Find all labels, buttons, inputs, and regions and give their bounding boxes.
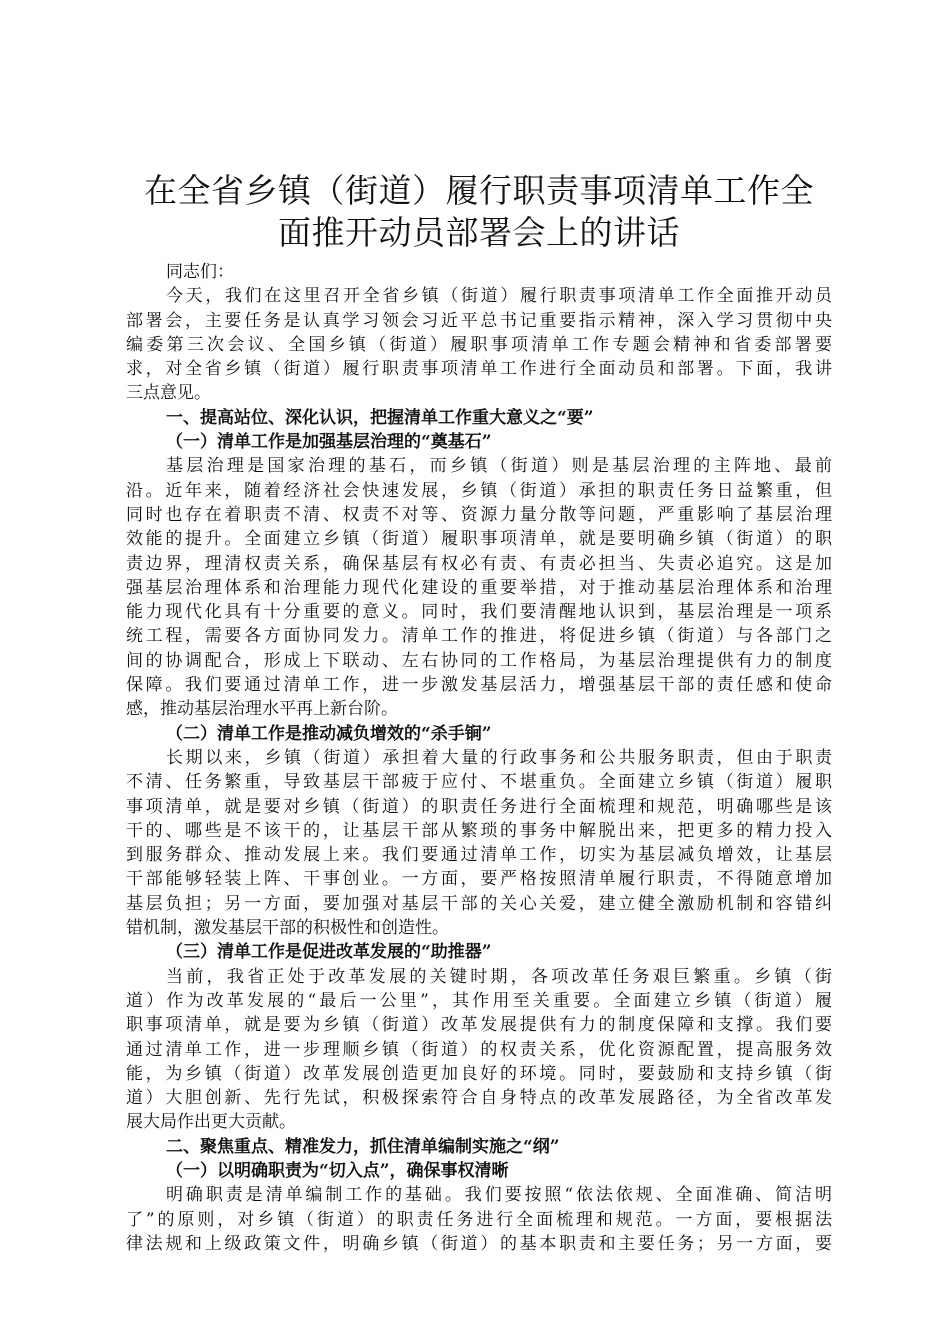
subsection-heading: （二）清单工作是推动减负增效的“杀手锏” (166, 723, 492, 744)
body-paragraph (126, 1183, 832, 1256)
paragraph-line: 效能的提升。全面建立乡镇（街道）履职事项清单，就是要明确乡镇（街道）的职 (126, 529, 832, 550)
paragraph-line: 同时也存在着职责不清、权责不对等、资源力量分散等问题，严重影响了基层治理 (126, 504, 832, 525)
paragraph-line: 求，对全省乡镇（街道）履行职责事项清单工作进行全面动员和部署。下面，我讲 (126, 359, 832, 380)
subsection-heading: （一）清单工作是加强基层治理的“奠基石” (166, 432, 492, 453)
paragraph-line: 律法规和上级政策文件，明确乡镇（街道）的基本职责和主要任务；另一方面，要 (126, 1233, 832, 1254)
paragraph-line: 沿。近年来，随着经济社会快速发展，乡镇（街道）承担的职责任务日益繁重，但 (126, 480, 832, 501)
paragraph-line: 展大局作出更大贡献。 (126, 1112, 296, 1133)
paragraph-line: 道）大胆创新、先行先试，积极探索符合自身特点的改革发展路径，为全省改革发 (126, 1088, 832, 1109)
paragraph-line: 错机制，激发基层干部的积极性和创造性。 (126, 918, 449, 939)
document-page (126, 170, 832, 1256)
paragraph-line: 干的、哪些是不该干的，让基层干部从繁琐的事务中解脱出来，把更多的精力投入 (126, 820, 832, 841)
paragraph-line: 能力现代化具有十分重要的意义。同时，我们要清醒地认识到，基层治理是一项系 (126, 602, 832, 623)
paragraph-line: 今天，我们在这里召开全省乡镇（街道）履行职责事项清单工作全面推开动员 (166, 286, 832, 307)
paragraph-line: 统工程，需要各方面协同发力。清单工作的推进，将促进乡镇（街道）与各部门之 (126, 626, 832, 647)
paragraph-line: 长期以来，乡镇（街道）承担着大量的行政事务和公共服务职责，但由于职责 (166, 747, 832, 768)
paragraph-line: 间的协调配合，形成上下联动、左右协同的工作格局，为基层治理提供有力的制度 (126, 650, 832, 671)
salutation: 同志们： (166, 262, 234, 282)
paragraph-line: 职事项清单，就是要为乡镇（街道）改革发展提供有力的制度保障和支撑。我们要 (126, 1015, 832, 1036)
paragraph-line: 了”的原则，对乡镇（街道）的职责任务进行全面梳理和规范。一方面，要根据法 (126, 1209, 832, 1230)
subsection-heading: （一）以明确职责为“切入点”，确保事权清晰 (166, 1160, 509, 1181)
paragraph-line: 通过清单工作，进一步理顺乡镇（街道）的权责关系，优化资源配置，提高服务效 (126, 1039, 832, 1060)
paragraph-line: 到服务群众、推动发展上来。我们要通过清单工作，切实为基层减负增效，让基层 (126, 845, 832, 866)
section-heading: 二、聚焦重点、精准发力，抓住清单编制实施之“纲” (166, 1136, 560, 1157)
subsection-heading: （三）清单工作是促进改革发展的“助推器” (166, 942, 492, 963)
paragraph-line: 当前，我省正处于改革发展的关键时期，各项改革任务艰巨繁重。乡镇（街 (166, 966, 832, 987)
paragraph-line: 编委第三次会议、全国乡镇（街道）履职事项清单工作专题会精神和省委部署要 (126, 334, 832, 355)
title-line-1: 在全省乡镇（街道）履行职责事项清单工作全 (144, 171, 814, 210)
paragraph-line: 基层负担；另一方面，要加强对基层干部的关心关爱，建立健全激励机制和容错纠 (126, 893, 832, 914)
body-paragraph (126, 965, 832, 1135)
paragraph-line: 强基层治理体系和治理能力现代化建设的重要举措，对于推动基层治理体系和治理 (126, 577, 832, 598)
body-paragraph (126, 454, 832, 721)
paragraph-line: 不清、任务繁重，导致基层干部疲于应付、不堪重负。全面建立乡镇（街道）履职 (126, 772, 832, 793)
paragraph-line: 感，推动基层治理水平再上新台阶。 (126, 699, 398, 720)
title-line-2: 面推开动员部署会上的讲话 (278, 213, 680, 252)
paragraph-line: 保障。我们要通过清单工作，进一步激发基层活力，增强基层干部的责任感和使命 (126, 675, 832, 696)
body-paragraph (126, 746, 832, 940)
paragraph-line: 道）作为改革发展的“最后一公里”，其作用至关重要。全面建立乡镇（街道）履 (126, 990, 832, 1011)
document-title (118, 170, 840, 254)
paragraph-line: 明确职责是清单编制工作的基础。我们要按照“依法依规、全面准确、简洁明 (166, 1185, 832, 1206)
section-heading: 一、提高站位、深化认识，把握清单工作重大意义之“要” (166, 407, 594, 428)
paragraph-line: 三点意见。 (126, 383, 211, 404)
paragraph-line: 责边界，理清权责关系，确保基层有权必有责、有责必担当、失责必追究。这是加 (126, 553, 832, 574)
paragraph-line: 能，为乡镇（街道）改革发展创造更加良好的环境。同时，要鼓励和支持乡镇（街 (126, 1063, 832, 1084)
paragraph-line: 干部能够轻装上阵、干事创业。一方面，要严格按照清单履行职责，不得随意增加 (126, 869, 832, 890)
paragraph-line: 基层治理是国家治理的基石，而乡镇（街道）则是基层治理的主阵地、最前 (166, 456, 832, 477)
intro-paragraph (126, 284, 832, 405)
paragraph-line: 部署会，主要任务是认真学习领会习近平总书记重要指示精神，深入学习贯彻中央 (126, 310, 832, 331)
paragraph-line: 事项清单，就是要对乡镇（街道）的职责任务进行全面梳理和规范，明确哪些是该 (126, 796, 832, 817)
